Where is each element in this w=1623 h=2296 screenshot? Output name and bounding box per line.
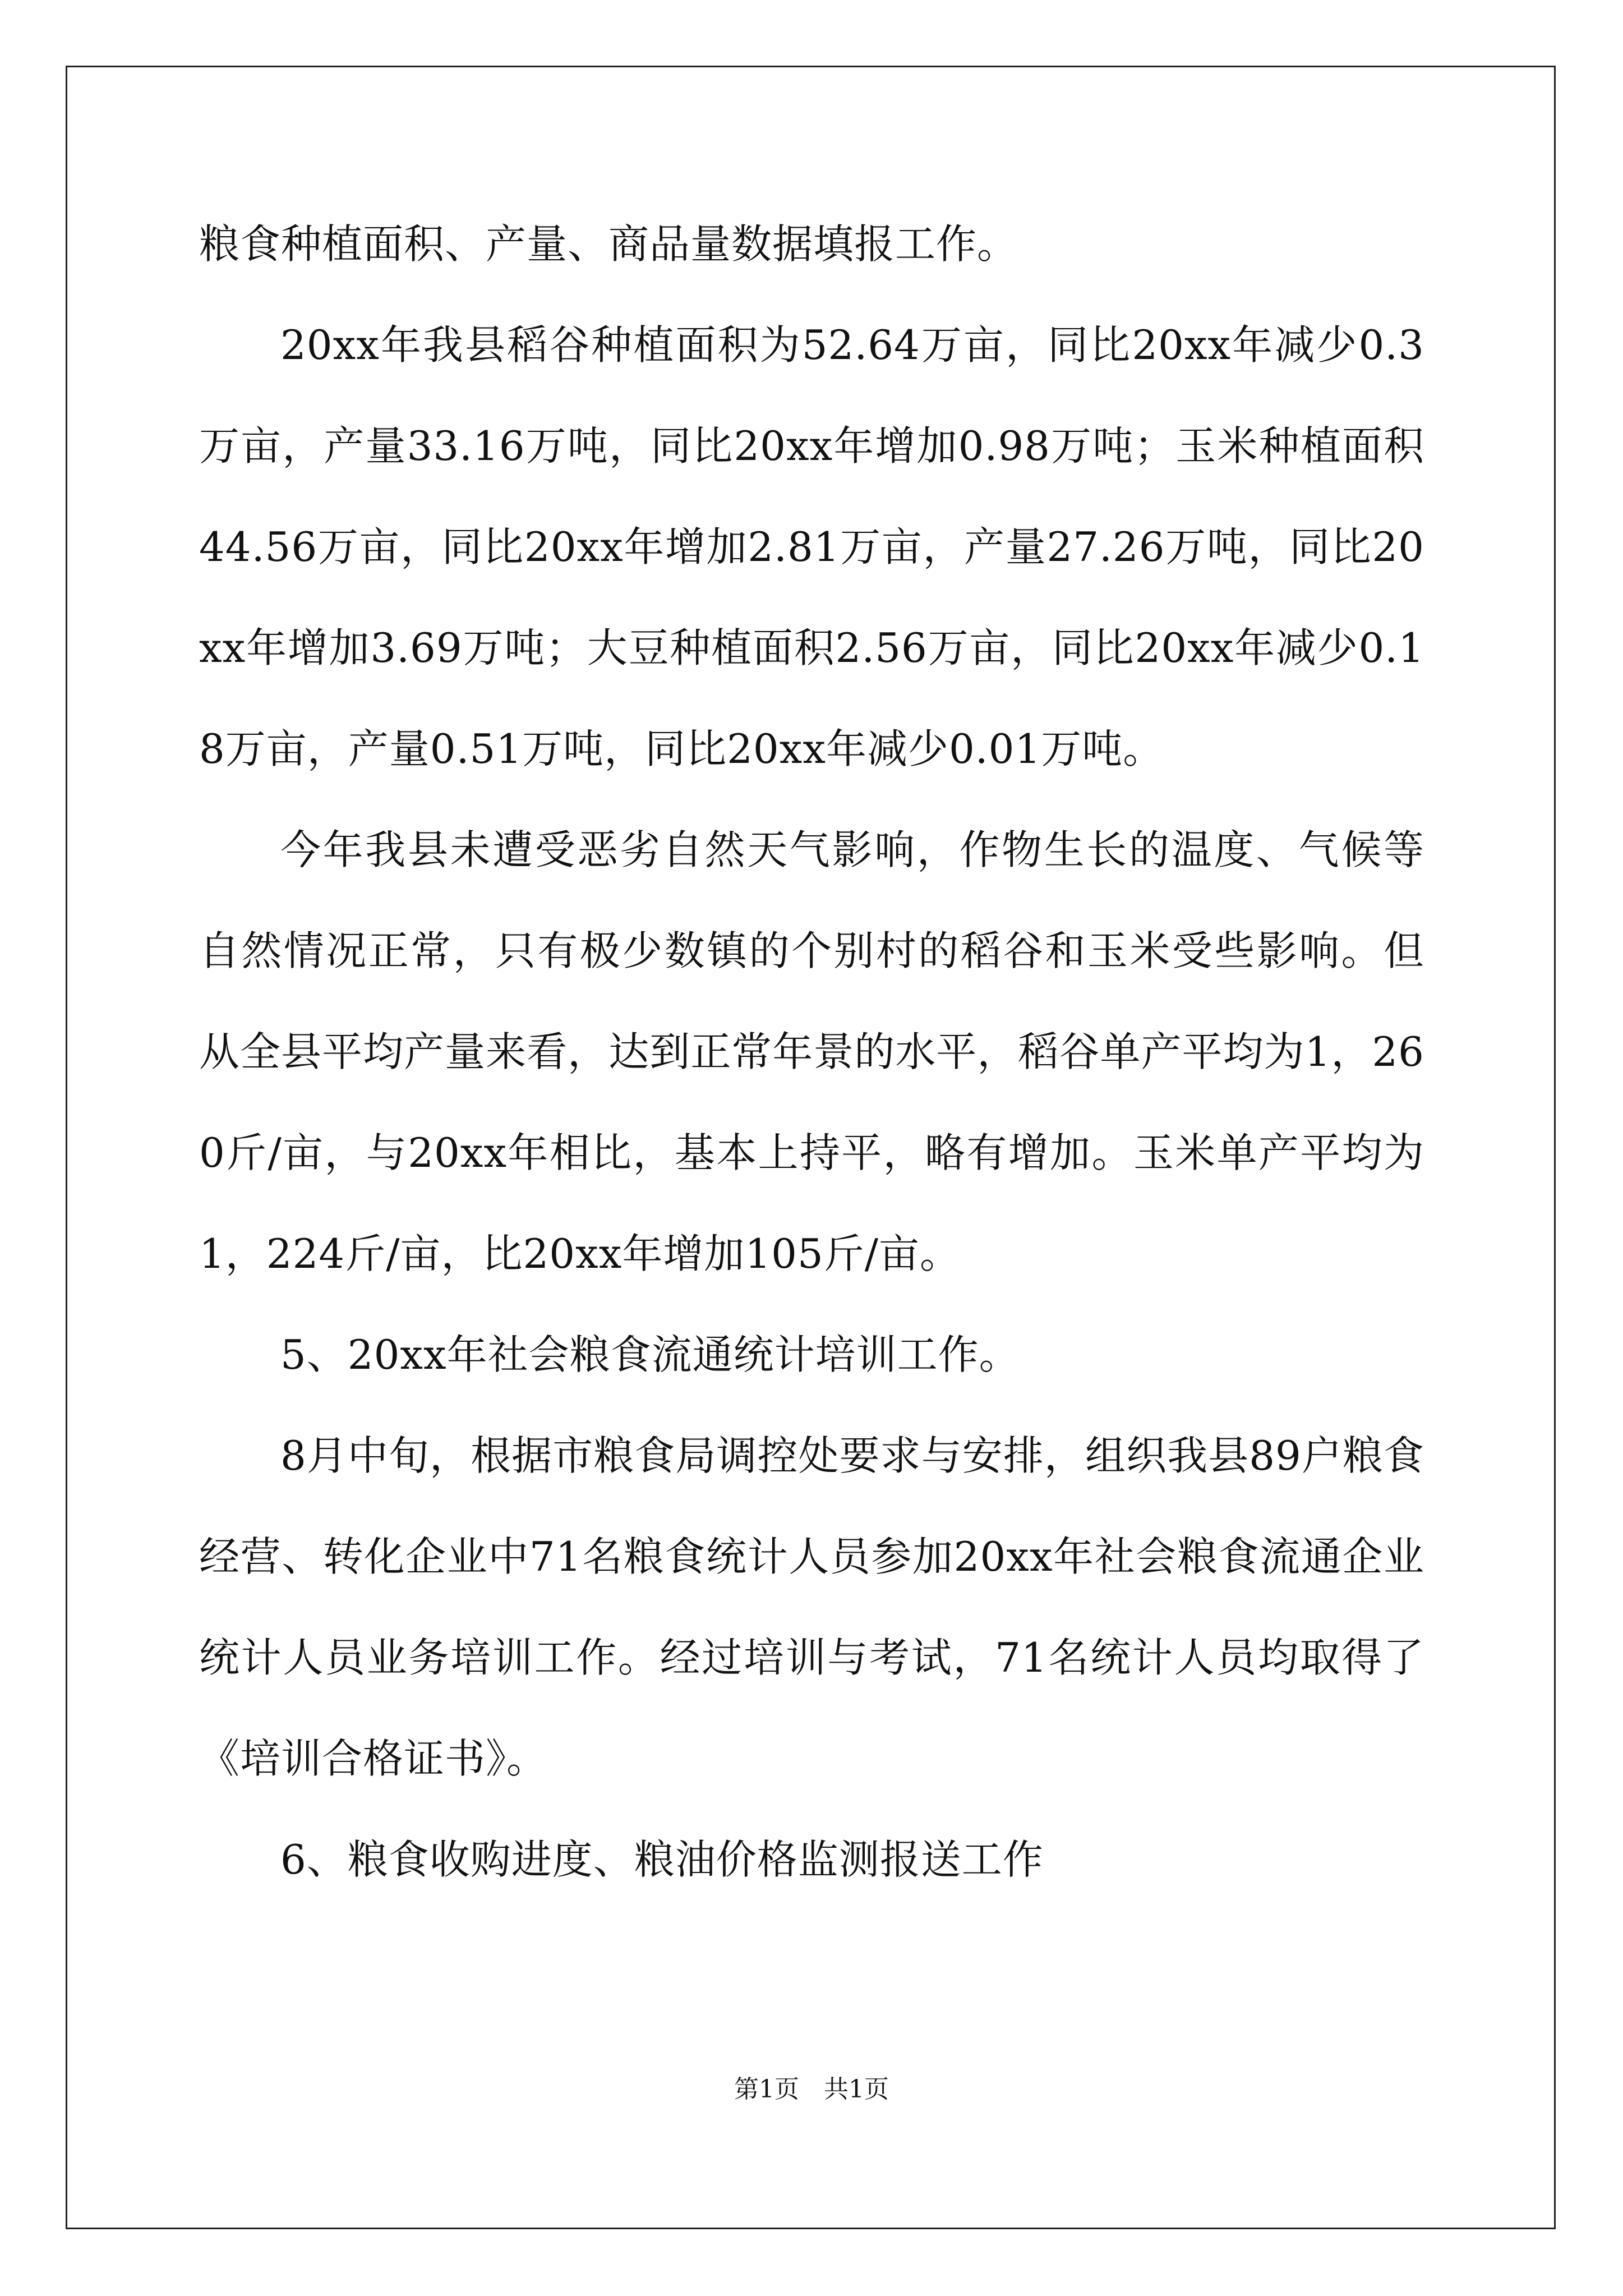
section-heading-training: 5、20xx年社会粮食流通统计培训工作。 <box>280 1331 1020 1378</box>
page-number-footer: 第1页 共1页 <box>734 2075 889 2104</box>
paragraph-planting-stats: 20xx年我县稻谷种植面积为52.64万亩，同比20xx年减少0.3万亩，产量33.16万吨，同比20xx年增加0.98万吨；玉米种植面积44.56万亩，同比20xx年增加2.81万亩，产量27.26万吨，同比20xx年增加3.69万吨；大豆种植面积2.56万亩，同比20xx年减少0.18万亩，产量0.51万吨，同比20xx年减少0.01万吨。 <box>199 321 1424 772</box>
paragraph-training: 8月中旬，根据市粮食局调控处要求与安排，组织我县89户粮食经营、转化企业中71名粮食统计人员参加20xx年社会粮食流通企业统计人员业务培训工作。经过培训与考试，71名统计人员均取得了《培训合格证书》。 <box>199 1432 1424 1782</box>
paragraph-weather-yield: 今年我县未遭受恶劣自然天气影响，作物生长的温度、气候等自然情况正常，只有极少数镇的个别村的稻谷和玉米受些影响。但从全县平均产量来看，达到正常年景的水平，稻谷单产平均为1，260斤/亩，与20xx年相比，基本上持平，略有增加。玉米单产平均为1，224斤/亩，比20xx年增加105斤/亩。 <box>199 826 1424 1277</box>
document-body <box>199 194 1424 1910</box>
section-heading-monitoring: 6、粮食收购进度、粮油价格监测报送工作 <box>280 1836 1044 1883</box>
paragraph-intro: 粮食种植面积、产量、商品量数据填报工作。 <box>199 220 1018 268</box>
